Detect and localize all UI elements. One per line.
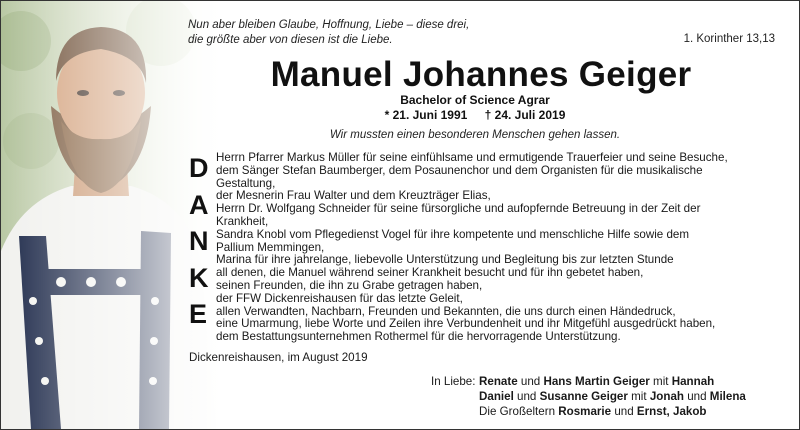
connector: und — [687, 390, 707, 403]
mourner-name: Renate — [479, 375, 518, 388]
place-date: Dickenreishausen, im August 2019 — [189, 351, 368, 364]
danke-letter: A — [189, 189, 209, 220]
quote-line-2: die größte aber von diesen ist die Liebe. — [188, 34, 393, 46]
mourner-name: Ernst, Jakob — [636, 405, 707, 418]
connector: und — [614, 405, 634, 418]
thanks-line: Marina für ihre jahrelange, liebevolle Unterstützung und Begleitung bis zur letzten Stunde — [216, 253, 674, 267]
life-dates — [191, 108, 759, 122]
mourner-name: Hans Martin Geiger — [543, 375, 650, 388]
mourners-row-3 — [431, 404, 746, 419]
tagline: Wir mussten einen besonderen Menschen gehen lassen. — [329, 129, 621, 141]
thanks-text — [216, 152, 776, 344]
verse-reference: 1. Korinther 13,13 — [683, 33, 775, 45]
bible-quote — [188, 18, 469, 48]
thanks-line: Herrn Pfarrer Markus Müller für seine einfühlsame und ermutigende Trauerfeier und seine Besuche, — [216, 151, 728, 164]
deceased-name: Manuel Johannes Geiger — [270, 55, 692, 94]
danke-acrostic — [189, 150, 213, 333]
danke-letter: D — [189, 153, 209, 183]
thanks-line: dem Bestattungsunternehmen Rothermel für die hervorragende Unterstützung. — [216, 330, 621, 344]
death-date: † 24. Juli 2019 — [484, 108, 566, 122]
quote-line-1: Nun aber bleiben Glaube, Hoffnung, Liebe – diese drei, — [188, 19, 470, 31]
thanks-line: der Mesnerin Frau Walter und dem Kreuzträger Elias, — [216, 189, 491, 203]
thanks-line: all denen, die Manuel während seiner Krankheit besucht und für ihn gebetet haben, — [216, 266, 644, 280]
connector: mit — [631, 390, 647, 403]
mourners-lead: In Liebe: — [431, 375, 476, 388]
mourners-row-2 — [431, 389, 746, 404]
connector: Die Großeltern — [479, 405, 556, 418]
connector: und — [520, 375, 541, 388]
mourner-name: Hannah — [671, 375, 715, 388]
thanks-line: dem Sänger Stefan Baumberger, dem Posaunenchor und dem Organisten für die musikalische — [216, 163, 703, 177]
thanks-line: Herrn Dr. Wolfgang Schneider für seine fürsorgliche und aufopfernde Betreuung in der Zeit der — [216, 202, 701, 216]
danke-letter: E — [189, 299, 208, 329]
danke-letter: K — [189, 262, 209, 293]
mourners-row-1 — [431, 374, 746, 389]
thanks-line: seinen Freunden, die ihn zu Grabe getragen haben, — [216, 278, 483, 292]
thanks-line: Sandra Knobl vom Pflegedienst Vogel für ihre kompetente und menschliche Hilfe sowie dem — [216, 227, 690, 241]
thanks-line: Krankheit, — [216, 214, 269, 228]
mourners-block — [431, 374, 746, 419]
birth-date: * 21. Juni 1991 — [384, 108, 468, 122]
mourner-name: Susanne Geiger — [539, 390, 628, 403]
mourner-name: Daniel — [479, 390, 514, 403]
connector: mit — [653, 375, 669, 388]
mourner-name: Rosmarie — [558, 405, 612, 418]
thanks-line: eine Umarmung, liebe Worte und Zeilen ihre Verbundenheit und ihr Mitgefühl ausgedrückt haben, — [216, 317, 716, 331]
thanks-line: allen Verwandten, Nachbarn, Freunden und Bekannten, die uns durch einen Händedruck, — [216, 304, 676, 318]
danke-letter: N — [189, 226, 209, 256]
mourner-name: Jonah — [649, 390, 684, 403]
thanks-line: der FFW Dickenreishausen für das letzte Geleit, — [216, 291, 463, 305]
thanks-line: Gestaltung, — [216, 176, 276, 190]
connector: und — [517, 390, 537, 403]
mourner-name: Milena — [709, 390, 746, 403]
academic-degree: Bachelor of Science Agrar — [400, 93, 550, 107]
thanks-line: Pallium Memmingen, — [216, 240, 325, 254]
